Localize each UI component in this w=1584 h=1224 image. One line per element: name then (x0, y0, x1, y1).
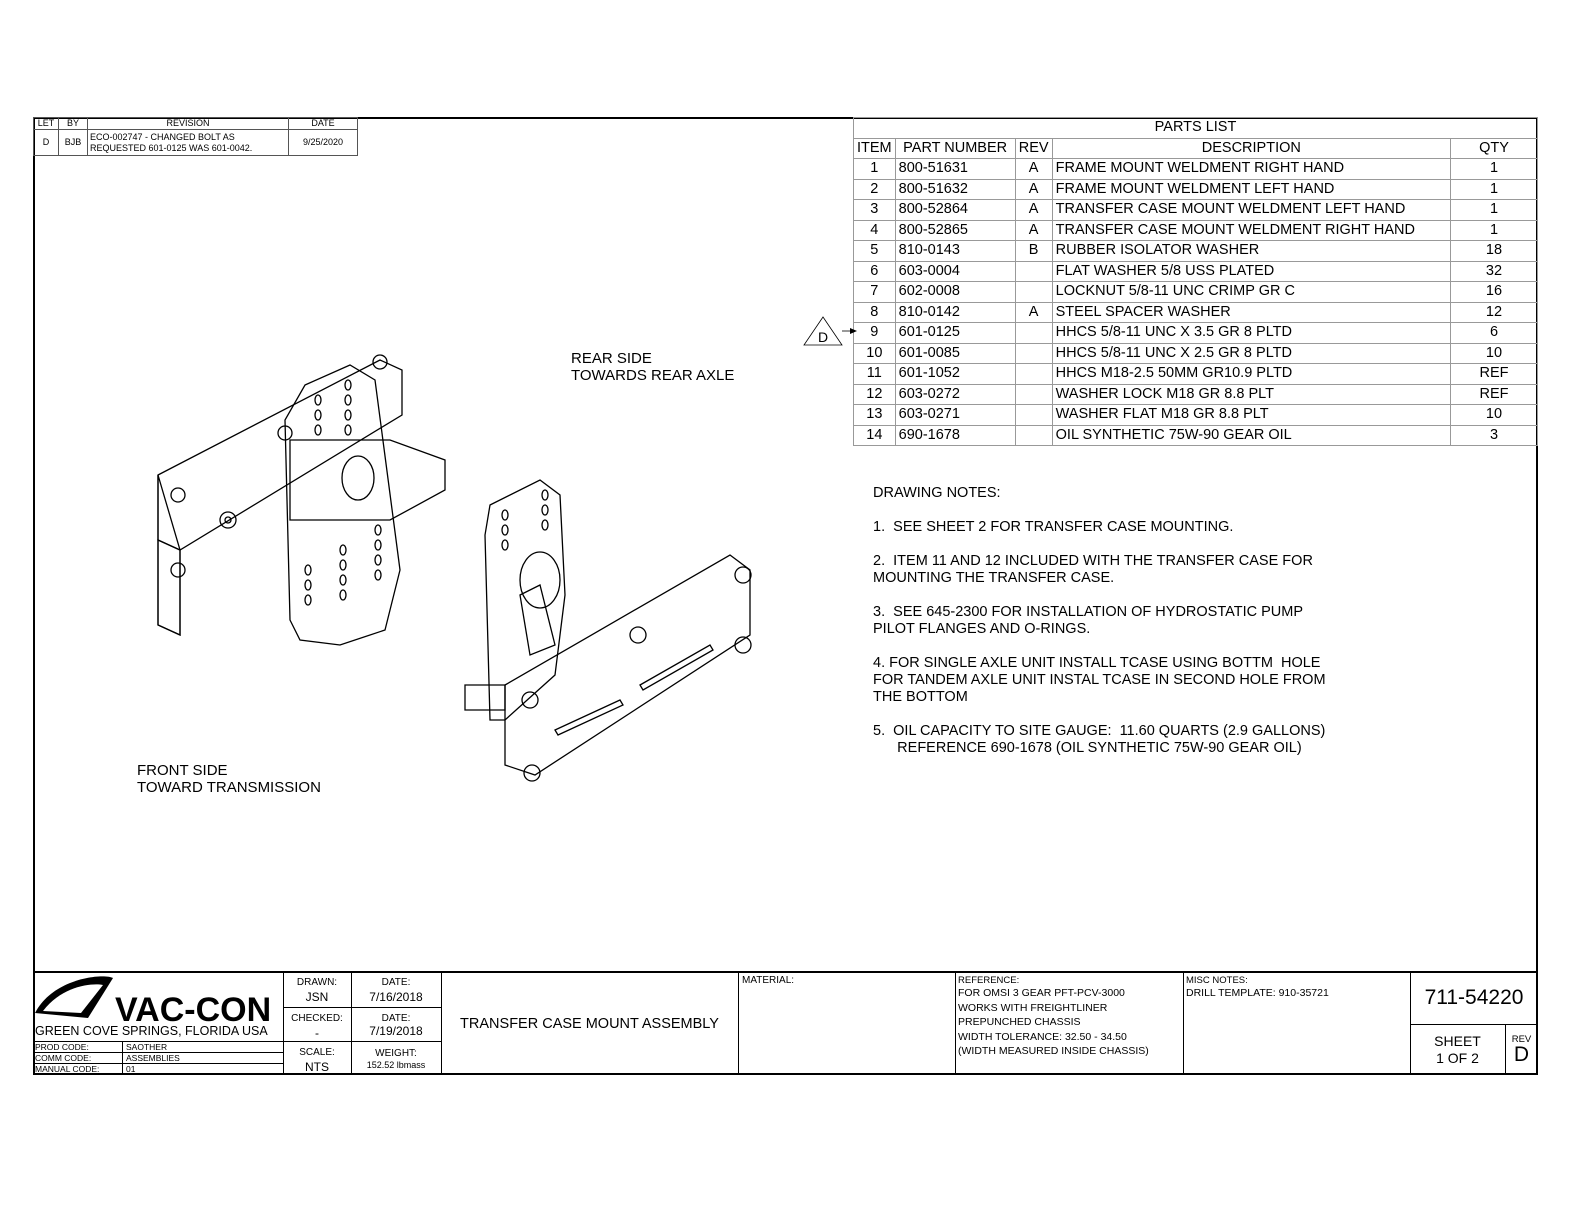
parts-description: WASHER LOCK M18 GR 8.8 PLT (1052, 384, 1450, 405)
rev-header-by: BY (59, 118, 88, 130)
rev-date: 9/25/2020 (289, 130, 358, 156)
company-location: GREEN COVE SPRINGS, FLORIDA USA (35, 1024, 268, 1038)
drawn-date-label: DATE: (381, 977, 411, 988)
manual-code-label: MANUAL CODE: (35, 1064, 100, 1074)
parts-list-table (853, 117, 1538, 446)
vaccon-logo-icon (33, 973, 283, 1028)
parts-qty: 6 (1451, 323, 1538, 344)
reference-line-3: PREPUNCHED CHASSIS (958, 1016, 1081, 1028)
parts-row (854, 200, 1538, 221)
note-4: 4. FOR SINGLE AXLE UNIT INSTALL TCASE USING BOTTM HOLE FOR TANDEM AXLE UNIT INSTAL TCASE IN SECOND HOLE FROM THE BOTTOM (873, 655, 1326, 705)
rev-header-date: DATE (289, 118, 358, 130)
parts-part-number: 810-0142 (895, 302, 1015, 323)
rev-by: BJB (59, 130, 88, 156)
parts-rev: A (1015, 302, 1052, 323)
rear-mount-drawing (460, 475, 760, 795)
parts-item: 9 (854, 323, 896, 344)
parts-rev: A (1015, 220, 1052, 241)
parts-rev (1015, 261, 1052, 282)
misc-value: DRILL TEMPLATE: 910-35721 (1186, 987, 1329, 999)
rev-description-line1: ECO-002747 - CHANGED BOLT AS (90, 131, 235, 142)
material-label: MATERIAL: (742, 975, 795, 986)
parts-list-title: PARTS LIST (854, 118, 1538, 139)
drawing-number: 711-54220 (1424, 986, 1524, 1009)
parts-item: 4 (854, 220, 896, 241)
reference-label: REFERENCE: (958, 975, 1020, 986)
rev-header-revision: REVISION (88, 118, 289, 130)
scale-value: NTS (305, 1060, 329, 1074)
rev-let: D (34, 130, 59, 156)
misc-notes (1186, 975, 1411, 1000)
parts-part-number: 601-0125 (895, 323, 1015, 344)
parts-item: 5 (854, 241, 896, 262)
parts-item: 6 (854, 261, 896, 282)
parts-part-number: 800-51631 (895, 159, 1015, 180)
parts-rev: A (1015, 159, 1052, 180)
parts-qty: 32 (1451, 261, 1538, 282)
note-1: 1. SEE SHEET 2 FOR TRANSFER CASE MOUNTING. (873, 519, 1234, 535)
parts-row (854, 364, 1538, 385)
parts-row (854, 220, 1538, 241)
comm-code-label: COMM CODE: (35, 1053, 92, 1063)
parts-item: 2 (854, 179, 896, 200)
parts-part-number: 800-52864 (895, 200, 1015, 221)
parts-row (854, 302, 1538, 323)
parts-part-number: 601-0085 (895, 343, 1015, 364)
company-logo (33, 973, 283, 1028)
checked-by: - (315, 1026, 319, 1040)
parts-description: RUBBER ISOLATOR WASHER (1052, 241, 1450, 262)
parts-part-number: 800-52865 (895, 220, 1015, 241)
parts-row (854, 179, 1538, 200)
note-5: 5. OIL CAPACITY TO SITE GAUGE: 11.60 QUARTS (2.9 GALLONS) REFERENCE 690-1678 (OIL SYNTHETIC 75W-90 GEAR OIL) (873, 723, 1326, 756)
parts-row (854, 282, 1538, 303)
parts-qty: 10 (1451, 405, 1538, 426)
parts-qty: 1 (1451, 179, 1538, 200)
parts-part-number: 603-0271 (895, 405, 1015, 426)
divider (122, 1041, 123, 1075)
parts-rev: A (1015, 200, 1052, 221)
parts-qty: 12 (1451, 302, 1538, 323)
rev-header-let: LET (34, 118, 59, 130)
parts-item: 11 (854, 364, 896, 385)
parts-description: FRAME MOUNT WELDMENT LEFT HAND (1052, 179, 1450, 200)
checked-date: 7/19/2018 (369, 1024, 423, 1038)
parts-qty: REF (1451, 384, 1538, 405)
manual-code-value: 01 (126, 1064, 136, 1074)
parts-qty: 1 (1451, 159, 1538, 180)
parts-item: 12 (854, 384, 896, 405)
rev-description-line2: REQUESTED 601-0125 WAS 601-0042. (90, 142, 253, 153)
parts-description: TRANSFER CASE MOUNT WELDMENT LEFT HAND (1052, 200, 1450, 221)
notes-heading: DRAWING NOTES: (873, 485, 1001, 501)
checked-label: CHECKED: (291, 1013, 343, 1024)
misc-label: MISC NOTES: (1186, 975, 1248, 986)
parts-item: 3 (854, 200, 896, 221)
revision-triangle-icon (802, 315, 858, 347)
parts-row (854, 384, 1538, 405)
parts-rev (1015, 364, 1052, 385)
drawing-title: TRANSFER CASE MOUNT ASSEMBLY (460, 1016, 719, 1032)
parts-description: HHCS 5/8-11 UNC X 3.5 GR 8 PLTD (1052, 323, 1450, 344)
logo-text: VAC-CON (115, 991, 272, 1028)
reference-block (958, 975, 1183, 1059)
parts-qty: 16 (1451, 282, 1538, 303)
parts-qty: REF (1451, 364, 1538, 385)
rev-description (88, 130, 289, 156)
parts-description: TRANSFER CASE MOUNT WELDMENT RIGHT HAND (1052, 220, 1450, 241)
parts-qty: 3 (1451, 425, 1538, 446)
parts-qty: 1 (1451, 200, 1538, 221)
parts-header-item: ITEM (854, 138, 896, 159)
parts-qty: 18 (1451, 241, 1538, 262)
drawing-notes (873, 485, 1326, 774)
parts-part-number: 690-1678 (895, 425, 1015, 446)
parts-qty: 10 (1451, 343, 1538, 364)
drawn-by: JSN (305, 990, 329, 1004)
parts-rev (1015, 384, 1052, 405)
reference-line-4: WIDTH TOLERANCE: 32.50 - 34.50 (958, 1030, 1127, 1043)
prod-code-label: PROD CODE: (35, 1042, 89, 1052)
rev-value: D (1513, 1043, 1530, 1066)
parts-rev (1015, 343, 1052, 364)
parts-row (854, 425, 1538, 446)
sheet-label: SHEET (1434, 1033, 1481, 1049)
note-3: 3. SEE 645-2300 FOR INSTALLATION OF HYDROSTATIC PUMP PILOT FLANGES AND O-RINGS. (873, 604, 1304, 637)
parts-description: WASHER FLAT M18 GR 8.8 PLT (1052, 405, 1450, 426)
reference-line-2: WORKS WITH FREIGHTLINER (958, 1001, 1108, 1014)
checked-date-label: DATE: (381, 1013, 411, 1024)
scale-label: SCALE: (299, 1047, 335, 1058)
prod-code-value: SAOTHER (126, 1042, 168, 1052)
parts-description: HHCS M18-2.5 50MM GR10.9 PLTD (1052, 364, 1450, 385)
weight-label: WEIGHT: (375, 1048, 417, 1059)
rear-side-label: REAR SIDE TOWARDS REAR AXLE (571, 350, 735, 384)
parts-header-rev: REV (1015, 138, 1052, 159)
parts-row (854, 241, 1538, 262)
parts-rev: A (1015, 179, 1052, 200)
parts-row (854, 405, 1538, 426)
parts-row (854, 261, 1538, 282)
divider (1410, 1024, 1538, 1025)
revision-table (33, 117, 358, 156)
drawn-date: 7/16/2018 (369, 990, 423, 1004)
note-2: 2. ITEM 11 AND 12 INCLUDED WITH THE TRANSFER CASE FOR MOUNTING THE TRANSFER CASE. (873, 553, 1313, 586)
parts-rev (1015, 282, 1052, 303)
parts-description: STEEL SPACER WASHER (1052, 302, 1450, 323)
parts-part-number: 602-0008 (895, 282, 1015, 303)
weight-value: 152.52 lbmass (366, 1060, 426, 1070)
rev-label: REV (1511, 1034, 1532, 1045)
parts-part-number: 601-1052 (895, 364, 1015, 385)
divider (283, 1007, 441, 1008)
divider (955, 973, 956, 1075)
divider (1183, 973, 1184, 1075)
front-side-label: FRONT SIDE TOWARD TRANSMISSION (137, 762, 321, 796)
reference-line-5: (WIDTH MEASURED INSIDE CHASSIS) (958, 1045, 1149, 1057)
parts-part-number: 810-0143 (895, 241, 1015, 262)
parts-row (854, 343, 1538, 364)
sheet-number: 1 OF 2 (1436, 1050, 1479, 1066)
front-mount-drawing (140, 340, 460, 650)
drawn-label: DRAWN: (296, 977, 338, 988)
parts-description: HHCS 5/8-11 UNC X 2.5 GR 8 PLTD (1052, 343, 1450, 364)
reference-line-1: FOR OMSI 3 GEAR PFT-PCV-3000 (958, 987, 1125, 999)
parts-item: 1 (854, 159, 896, 180)
parts-rev (1015, 405, 1052, 426)
parts-item: 7 (854, 282, 896, 303)
parts-description: OIL SYNTHETIC 75W-90 GEAR OIL (1052, 425, 1450, 446)
parts-description: FLAT WASHER 5/8 USS PLATED (1052, 261, 1450, 282)
parts-row (854, 323, 1538, 344)
comm-code-value: ASSEMBLIES (126, 1053, 180, 1063)
parts-header-description: DESCRIPTION (1052, 138, 1450, 159)
parts-header-qty: QTY (1451, 138, 1538, 159)
parts-item: 14 (854, 425, 896, 446)
parts-part-number: 603-0272 (895, 384, 1015, 405)
parts-rev (1015, 425, 1052, 446)
parts-rev: B (1015, 241, 1052, 262)
parts-description: LOCKNUT 5/8-11 UNC CRIMP GR C (1052, 282, 1450, 303)
parts-rev (1015, 323, 1052, 344)
parts-part-number: 603-0004 (895, 261, 1015, 282)
parts-row (854, 159, 1538, 180)
revision-triangle-letter: D (817, 329, 829, 345)
parts-item: 10 (854, 343, 896, 364)
title-block (33, 971, 1538, 1075)
parts-header-part-number: PART NUMBER (895, 138, 1015, 159)
parts-item: 8 (854, 302, 896, 323)
parts-part-number: 800-51632 (895, 179, 1015, 200)
divider (738, 973, 739, 1075)
parts-item: 13 (854, 405, 896, 426)
parts-description: FRAME MOUNT WELDMENT RIGHT HAND (1052, 159, 1450, 180)
divider (283, 1041, 441, 1042)
parts-qty: 1 (1451, 220, 1538, 241)
